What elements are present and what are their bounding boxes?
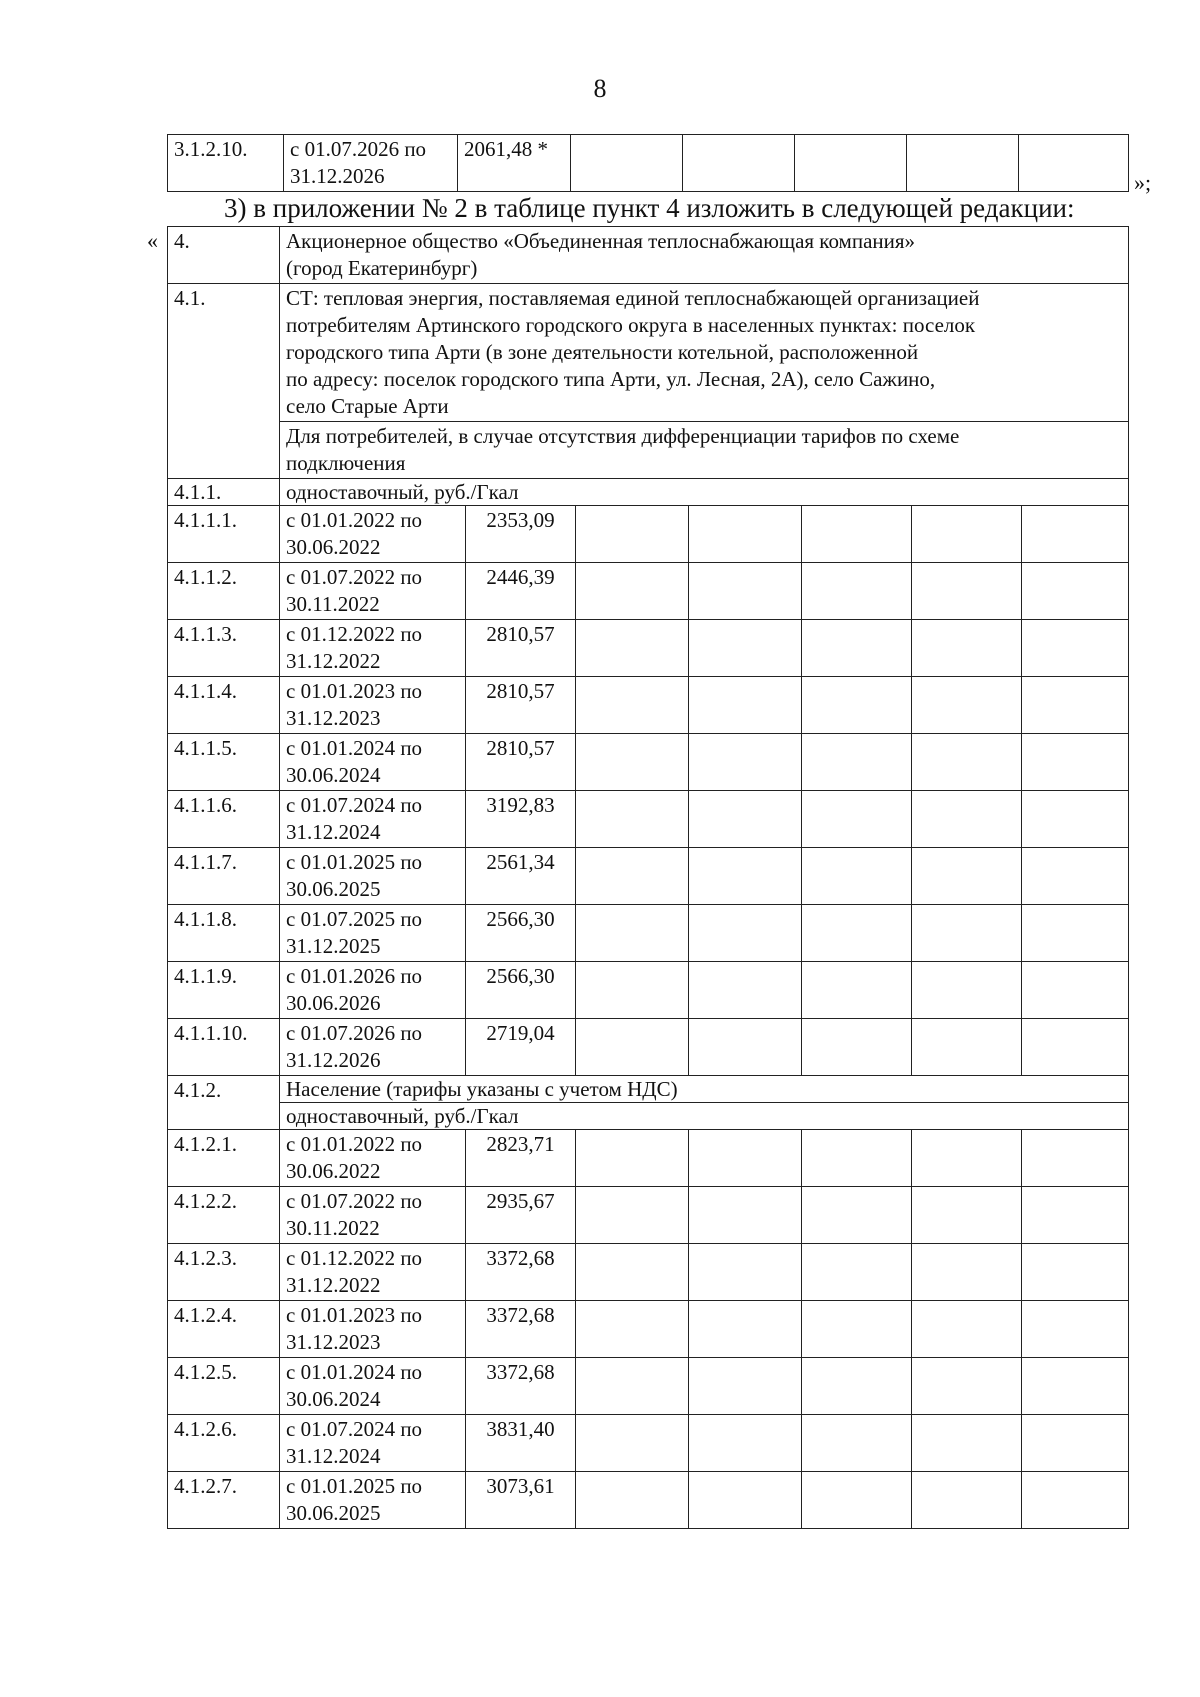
page-number: 8 (593, 74, 607, 103)
empty-cell (1022, 1472, 1129, 1529)
empty-cell (576, 677, 689, 734)
tariff-value: 3372,68 (466, 1358, 576, 1415)
empty-cell (1022, 1187, 1129, 1244)
empty-cell (571, 135, 683, 192)
empty-cell (912, 1415, 1022, 1472)
tariff-value: 2719,04 (466, 1019, 576, 1076)
empty-cell (1022, 791, 1129, 848)
empty-cell (1022, 734, 1129, 791)
empty-cell (802, 677, 912, 734)
tariff-value: 2935,67 (466, 1187, 576, 1244)
group-header-row (168, 1076, 1129, 1103)
empty-cell (912, 677, 1022, 734)
tariff-table (167, 226, 1129, 1529)
row-number: 4.1.1.8. (168, 905, 280, 962)
group-label: одноставочный, руб./Гкал (280, 1103, 1129, 1130)
empty-cell (576, 620, 689, 677)
row-number: 4.1.1.3. (168, 620, 280, 677)
empty-cell (912, 848, 1022, 905)
period-cell: с 01.01.2023 по 31.12.2023 (280, 677, 466, 734)
period-cell: с 01.07.2026 по 31.12.2026 (284, 135, 458, 192)
empty-cell (576, 1301, 689, 1358)
period-cell: с 01.01.2023 по 31.12.2023 (280, 1301, 466, 1358)
empty-cell (689, 1130, 802, 1187)
empty-cell (802, 1187, 912, 1244)
empty-cell (689, 905, 802, 962)
row-number: 4.1.1.4. (168, 677, 280, 734)
tariff-value: 2810,57 (466, 620, 576, 677)
empty-cell (802, 620, 912, 677)
table-row (168, 791, 1129, 848)
empty-cell (1022, 1415, 1129, 1472)
empty-cell (689, 734, 802, 791)
row-number: 4.1.2.4. (168, 1301, 280, 1358)
row-number: 4.1.2.6. (168, 1415, 280, 1472)
empty-cell (576, 506, 689, 563)
empty-cell (576, 905, 689, 962)
empty-cell (802, 1415, 912, 1472)
table-row (168, 677, 1129, 734)
empty-cell (689, 620, 802, 677)
period-cell: с 01.07.2024 по 31.12.2024 (280, 1415, 466, 1472)
empty-cell (1022, 848, 1129, 905)
empty-cell (912, 962, 1022, 1019)
empty-cell (802, 1244, 912, 1301)
tariff-value: 2566,30 (466, 962, 576, 1019)
table-row (168, 1301, 1129, 1358)
period-cell: с 01.01.2025 по 30.06.2025 (280, 848, 466, 905)
row-number: 4.1. (168, 284, 280, 479)
empty-cell (1022, 563, 1129, 620)
empty-cell (802, 791, 912, 848)
empty-cell (802, 1130, 912, 1187)
org-header-row (168, 227, 1129, 284)
empty-cell (1022, 962, 1129, 1019)
empty-cell (1022, 1301, 1129, 1358)
row-number: 4.1.1.1. (168, 506, 280, 563)
section-description: СТ: тепловая энергия, поставляемая единой теплоснабжающей организацией потребителям Артинского городского округа в населенных пунктах: поселок городского типа Арти (в зоне деятельности котельной, расположенной по адресу: поселок городского типа Арти, ул. Лесная, 2А), село Сажино, село Старые Арти (280, 284, 1129, 422)
empty-cell (576, 563, 689, 620)
table-row (168, 1472, 1129, 1529)
empty-cell (689, 1301, 802, 1358)
tariff-value: 3372,68 (466, 1244, 576, 1301)
tariff-value: 3073,61 (466, 1472, 576, 1529)
empty-cell (576, 791, 689, 848)
empty-cell (912, 1472, 1022, 1529)
tariff-value: 2061,48 * (458, 135, 571, 192)
group-subheader-row (168, 1103, 1129, 1130)
table-row (168, 962, 1129, 1019)
empty-cell (802, 848, 912, 905)
group-label: одноставочный, руб./Гкал (280, 479, 1129, 506)
table-row (168, 734, 1129, 791)
empty-cell (689, 1358, 802, 1415)
tariff-value: 2810,57 (466, 677, 576, 734)
empty-cell (689, 1019, 802, 1076)
consumers-description: Для потребителей, в случае отсутствия дифференциации тарифов по схеме подключения (280, 422, 1129, 479)
opening-quote: « (147, 228, 158, 253)
tariff-value: 2566,30 (466, 905, 576, 962)
empty-cell (912, 1301, 1022, 1358)
table-row (168, 506, 1129, 563)
empty-cell (689, 563, 802, 620)
period-cell: с 01.01.2024 по 30.06.2024 (280, 734, 466, 791)
empty-cell (689, 506, 802, 563)
tariff-value: 3192,83 (466, 791, 576, 848)
empty-cell (1022, 1019, 1129, 1076)
table-row (168, 905, 1129, 962)
period-cell: с 01.07.2024 по 31.12.2024 (280, 791, 466, 848)
tariff-value: 3831,40 (466, 1415, 576, 1472)
group-header-row (168, 479, 1129, 506)
row-number: 4.1.2.5. (168, 1358, 280, 1415)
tariff-value: 3372,68 (466, 1301, 576, 1358)
empty-cell (912, 905, 1022, 962)
empty-cell (802, 1472, 912, 1529)
empty-cell (802, 1019, 912, 1076)
empty-cell (576, 1244, 689, 1301)
row-number: 4. (168, 227, 280, 284)
empty-cell (576, 1187, 689, 1244)
table-row (168, 620, 1129, 677)
period-cell: с 01.01.2022 по 30.06.2022 (280, 506, 466, 563)
empty-cell (576, 1019, 689, 1076)
row-number: 4.1.1.9. (168, 962, 280, 1019)
period-cell: с 01.01.2022 по 30.06.2022 (280, 1130, 466, 1187)
organization-name: Акционерное общество «Объединенная теплоснабжающая компания» (город Екатеринбург) (280, 227, 1129, 284)
empty-cell (689, 791, 802, 848)
period-cell: с 01.01.2024 по 30.06.2024 (280, 1358, 466, 1415)
table-row (168, 1244, 1129, 1301)
table-row (168, 563, 1129, 620)
empty-cell (576, 848, 689, 905)
empty-cell (689, 1415, 802, 1472)
row-number: 4.1.2.2. (168, 1187, 280, 1244)
tariff-value: 2823,71 (466, 1130, 576, 1187)
empty-cell (912, 1244, 1022, 1301)
table-row (168, 135, 1129, 192)
period-cell: с 01.07.2026 по 31.12.2026 (280, 1019, 466, 1076)
period-cell: с 01.12.2022 по 31.12.2022 (280, 1244, 466, 1301)
consumers-row (168, 422, 1129, 479)
empty-cell (802, 905, 912, 962)
empty-cell (689, 1187, 802, 1244)
empty-cell (576, 962, 689, 1019)
empty-cell (802, 506, 912, 563)
table-row (168, 1187, 1129, 1244)
tariff-value: 2810,57 (466, 734, 576, 791)
empty-cell (576, 1472, 689, 1529)
empty-cell (689, 677, 802, 734)
table-row (168, 1415, 1129, 1472)
row-number: 4.1.2.3. (168, 1244, 280, 1301)
table-row (168, 848, 1129, 905)
empty-cell (912, 734, 1022, 791)
tariff-value: 2561,34 (466, 848, 576, 905)
empty-cell (1022, 506, 1129, 563)
tariff-value: 2353,09 (466, 506, 576, 563)
empty-cell (1022, 620, 1129, 677)
period-cell: с 01.01.2025 по 30.06.2025 (280, 1472, 466, 1529)
empty-cell (1022, 1358, 1129, 1415)
empty-cell (802, 1358, 912, 1415)
period-cell: с 01.07.2025 по 31.12.2025 (280, 905, 466, 962)
row-number: 4.1.1.5. (168, 734, 280, 791)
period-cell: с 01.07.2022 по 30.11.2022 (280, 563, 466, 620)
empty-cell (912, 1358, 1022, 1415)
empty-cell (912, 1187, 1022, 1244)
empty-cell (689, 848, 802, 905)
group-label: Население (тарифы указаны с учетом НДС) (280, 1076, 1129, 1103)
period-cell: с 01.01.2026 по 30.06.2026 (280, 962, 466, 1019)
empty-cell (1022, 1244, 1129, 1301)
closing-quote: »; (1134, 170, 1152, 195)
empty-cell (912, 620, 1022, 677)
empty-cell (576, 1130, 689, 1187)
empty-cell (576, 1415, 689, 1472)
table-row (168, 1130, 1129, 1187)
empty-cell (912, 1130, 1022, 1187)
empty-cell (1022, 677, 1129, 734)
top-table (167, 134, 1129, 192)
empty-cell (912, 506, 1022, 563)
empty-cell (912, 791, 1022, 848)
section-row (168, 284, 1129, 422)
empty-cell (1022, 1130, 1129, 1187)
tariff-value: 2446,39 (466, 563, 576, 620)
empty-cell (689, 1244, 802, 1301)
row-number: 4.1.1.10. (168, 1019, 280, 1076)
empty-cell (683, 135, 795, 192)
empty-cell (576, 1358, 689, 1415)
empty-cell (689, 962, 802, 1019)
row-number: 4.1.1.2. (168, 563, 280, 620)
row-number: 4.1.2.1. (168, 1130, 280, 1187)
empty-cell (912, 563, 1022, 620)
empty-cell (802, 563, 912, 620)
row-number: 4.1.1.6. (168, 791, 280, 848)
row-number: 4.1.2. (168, 1076, 280, 1130)
row-number: 4.1.2.7. (168, 1472, 280, 1529)
empty-cell (802, 734, 912, 791)
row-number: 3.1.2.10. (168, 135, 284, 192)
empty-cell (912, 1019, 1022, 1076)
period-cell: с 01.07.2022 по 30.11.2022 (280, 1187, 466, 1244)
empty-cell (1022, 905, 1129, 962)
empty-cell (802, 962, 912, 1019)
table-row (168, 1019, 1129, 1076)
instruction-text: 3) в приложении № 2 в таблице пункт 4 изложить в следующей редакции: (224, 193, 1075, 223)
empty-cell (802, 1301, 912, 1358)
row-number: 4.1.1. (168, 479, 280, 506)
empty-cell (1019, 135, 1129, 192)
empty-cell (907, 135, 1019, 192)
table-row (168, 1358, 1129, 1415)
period-cell: с 01.12.2022 по 31.12.2022 (280, 620, 466, 677)
empty-cell (689, 1472, 802, 1529)
empty-cell (576, 734, 689, 791)
empty-cell (795, 135, 907, 192)
row-number: 4.1.1.7. (168, 848, 280, 905)
